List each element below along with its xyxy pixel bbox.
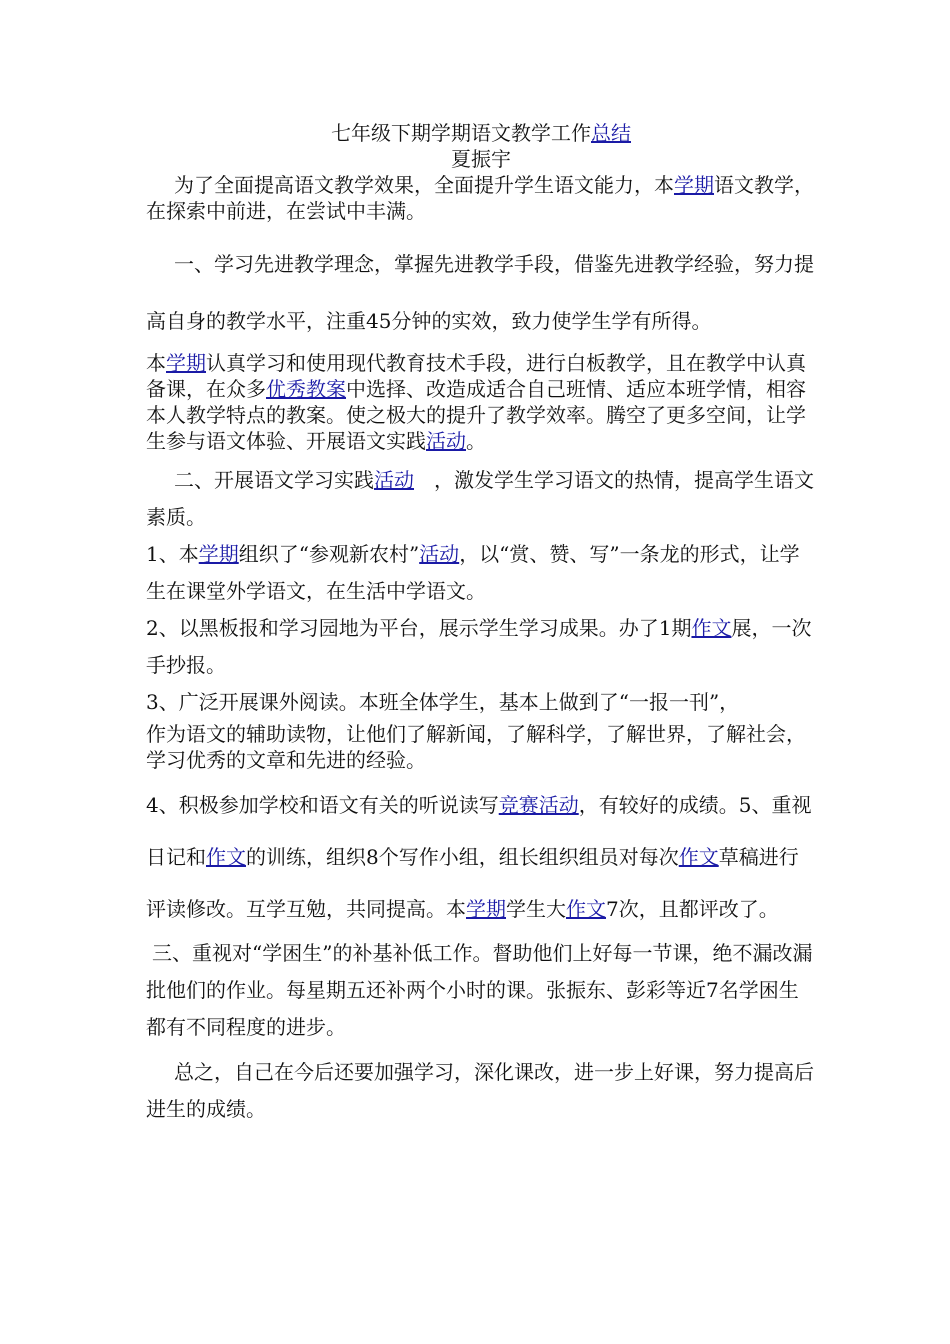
semester-link[interactable]: 学期: [198, 542, 239, 566]
composition-link[interactable]: 作文: [678, 845, 719, 869]
summary-link[interactable]: 总结: [591, 121, 631, 145]
paragraph-item-two: 2、以黑板报和学习园地为平台，展示学生学习成果。办了1期作文展，一次手抄报。: [146, 616, 812, 677]
document-title: 七年级下期学期语文教学工作总结: [331, 121, 631, 145]
excellent-lesson-plan-link[interactable]: 优秀教案: [266, 377, 346, 401]
composition-link[interactable]: 作文: [206, 845, 246, 869]
paragraph-section-three: 三、重视对“学困生”的补基补低工作。督助他们上好每一节课，绝不漏改漏批他们的作业。每星期五还补两个小时的课。张振东、彭彩等近7名学困生都有不同程度的进步。: [146, 941, 813, 1039]
paragraph-item-four-five: 4、积极参加学校和语文有关的听说读写竞赛活动，有较好的成绩。5、重视日记和作文的训练，组织8个写作小组，组长组织组员对每次作文草稿进行评读修改。互学互勉，共同提高。本学期学生大作文7次，且都评改了。: [146, 793, 812, 921]
semester-link[interactable]: 学期: [466, 897, 506, 921]
paragraph-section-one: 一、学习先进教学理念，掌握先进教学手段，借鉴先进教学经验，努力提高自身的教学水平，注重45分钟的实效，致力使学生学有所得。: [146, 252, 814, 333]
activity-link[interactable]: 活动: [426, 429, 466, 453]
semester-link[interactable]: 学期: [166, 351, 206, 375]
activity-link[interactable]: 活动: [374, 468, 414, 492]
document-page: [146, 120, 816, 1128]
paragraph-item-three: 3、广泛开展课外阅读。本班全体学生，基本上做到了“一报一刊”，: [146, 690, 740, 714]
paragraph-teaching-methods: 本学期认真学习和使用现代教育技术手段，进行白板教学，且在教学中认真备课，在众多优秀教案中选择、改造成适合自己班情、适应本班学情，相容本人教学特点的教案。使之极大的提升了教学效率。腾空了更多空间，让学生参与语文体验、开展语文实践活动。: [146, 351, 806, 453]
paragraph-item-three-cont: 作为语文的辅助读物，让他们了解新闻，了解科学，了解世界，了解社会，学习优秀的文章和先进的经验。: [146, 722, 806, 772]
author-name: 夏振宇: [451, 147, 511, 171]
paragraph-item-one: 1、本学期组织了“参观新农村”活动，以“赏、赞、写”一条龙的形式，让学生在课堂外学语文，在生活中学语文。: [146, 542, 800, 603]
competition-activity-link[interactable]: 竞赛活动: [498, 793, 579, 817]
composition-link[interactable]: 作文: [566, 897, 606, 921]
paragraph-section-two: 二、开展语文学习实践活动 ，激发学生学习语文的热情，提高学生语文素质。: [146, 468, 814, 529]
paragraph-conclusion: 总之，自己在今后还要加强学习，深化课改，进一步上好课，努力提高后进生的成绩。: [146, 1060, 814, 1121]
semester-link[interactable]: 学期: [674, 173, 714, 197]
paragraph-intro: 为了全面提高语文教学效果，全面提升学生语文能力，本学期语文教学，在探索中前进，在尝试中丰满。: [146, 173, 814, 223]
activity-link[interactable]: 活动: [419, 542, 460, 566]
composition-link[interactable]: 作文: [691, 616, 732, 640]
